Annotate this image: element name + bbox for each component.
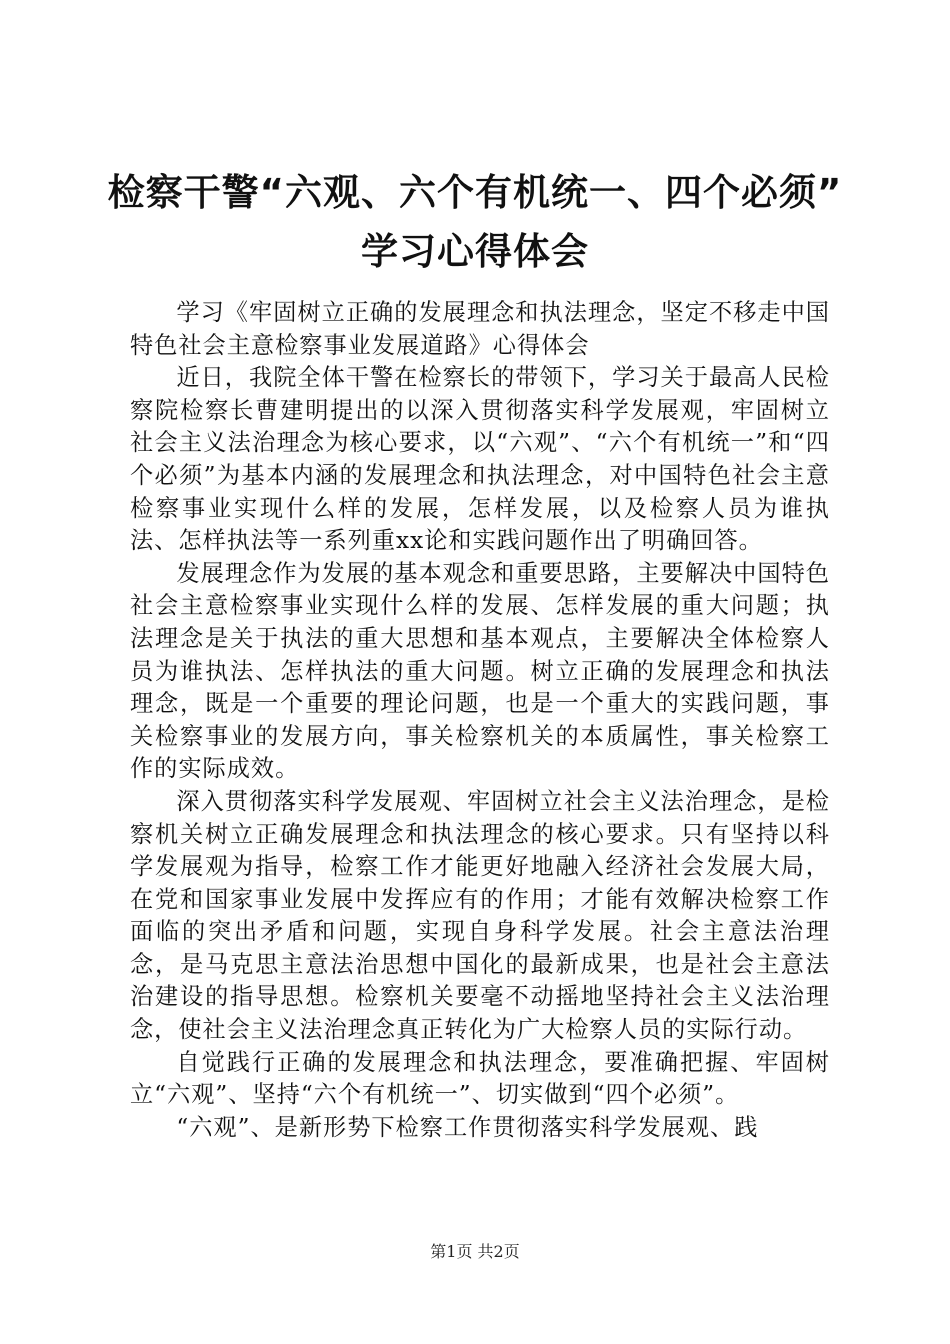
page-footer: 第1页 共2页 <box>430 1242 520 1261</box>
document-title-line-2: 学习心得体会 <box>361 230 589 273</box>
paragraph: 自觉践行正确的发展理念和执法理念，要准确把握、牢固树立“六观”、坚持“六个有机统一”、切实做到“四个必须”。 <box>130 1048 830 1109</box>
document-body <box>130 297 830 1144</box>
paragraph: 近日，我院全体干警在检察长的带领下，学习关于最高人民检察院检察长曹建明提出的以深入贯彻落实科学发展观，牢固树立社会主义法治理念为核心要求，以“六观”、“六个有机统一”和“四个必须”为基本内涵的发展理念和执法理念，对中国特色社会主意检察事业实现什么样的发展，怎样发展，以及检察人员为谁执法、怎样执法等一系列重xx论和实践问题作出了明确回答。 <box>130 364 830 555</box>
paragraph: 发展理念作为发展的基本观念和重要思路，主要解决中国特色社会主意检察事业实现什么样的发展、怎样发展的重大问题；执法理念是关于执法的重大思想和基本观点，主要解决全体检察人员为谁执法、怎样执法的重大问题。树立正确的发展理念和执法理念，既是一个重要的理论问题，也是一个重大的实践问题，事关检察事业的发展方向，事关检察机关的本质属性，事关检察工作的实际成效。 <box>130 559 830 783</box>
paragraph: 深入贯彻落实科学发展观、牢固树立社会主义法治理念，是检察机关树立正确发展理念和执法理念的核心要求。只有坚持以科学发展观为指导，检察工作才能更好地融入经济社会发展大局，在党和国家事业发展中发挥应有的作用；才能有效解决检察工作面临的突出矛盾和问题，实现自身科学发展。社会主意法治理念，是马克思主意法治思想中国化的最新成果，也是社会主意法治建设的指导思想。检察机关要毫不动摇地坚持社会主义法治理念，使社会主义法治理念真正转化为广大检察人员的实际行动。 <box>130 787 830 1044</box>
paragraph: “六观”、是新形势下检察工作贯彻落实科学发展观、践 <box>176 1113 759 1141</box>
document-title-line-1: 检察干警“六观、六个有机统一、四个必须” <box>107 171 843 214</box>
paragraph: 学习《牢固树立正确的发展理念和执法理念，坚定不移走中国特色社会主意检察事业发展道路》心得体会 <box>130 299 830 359</box>
